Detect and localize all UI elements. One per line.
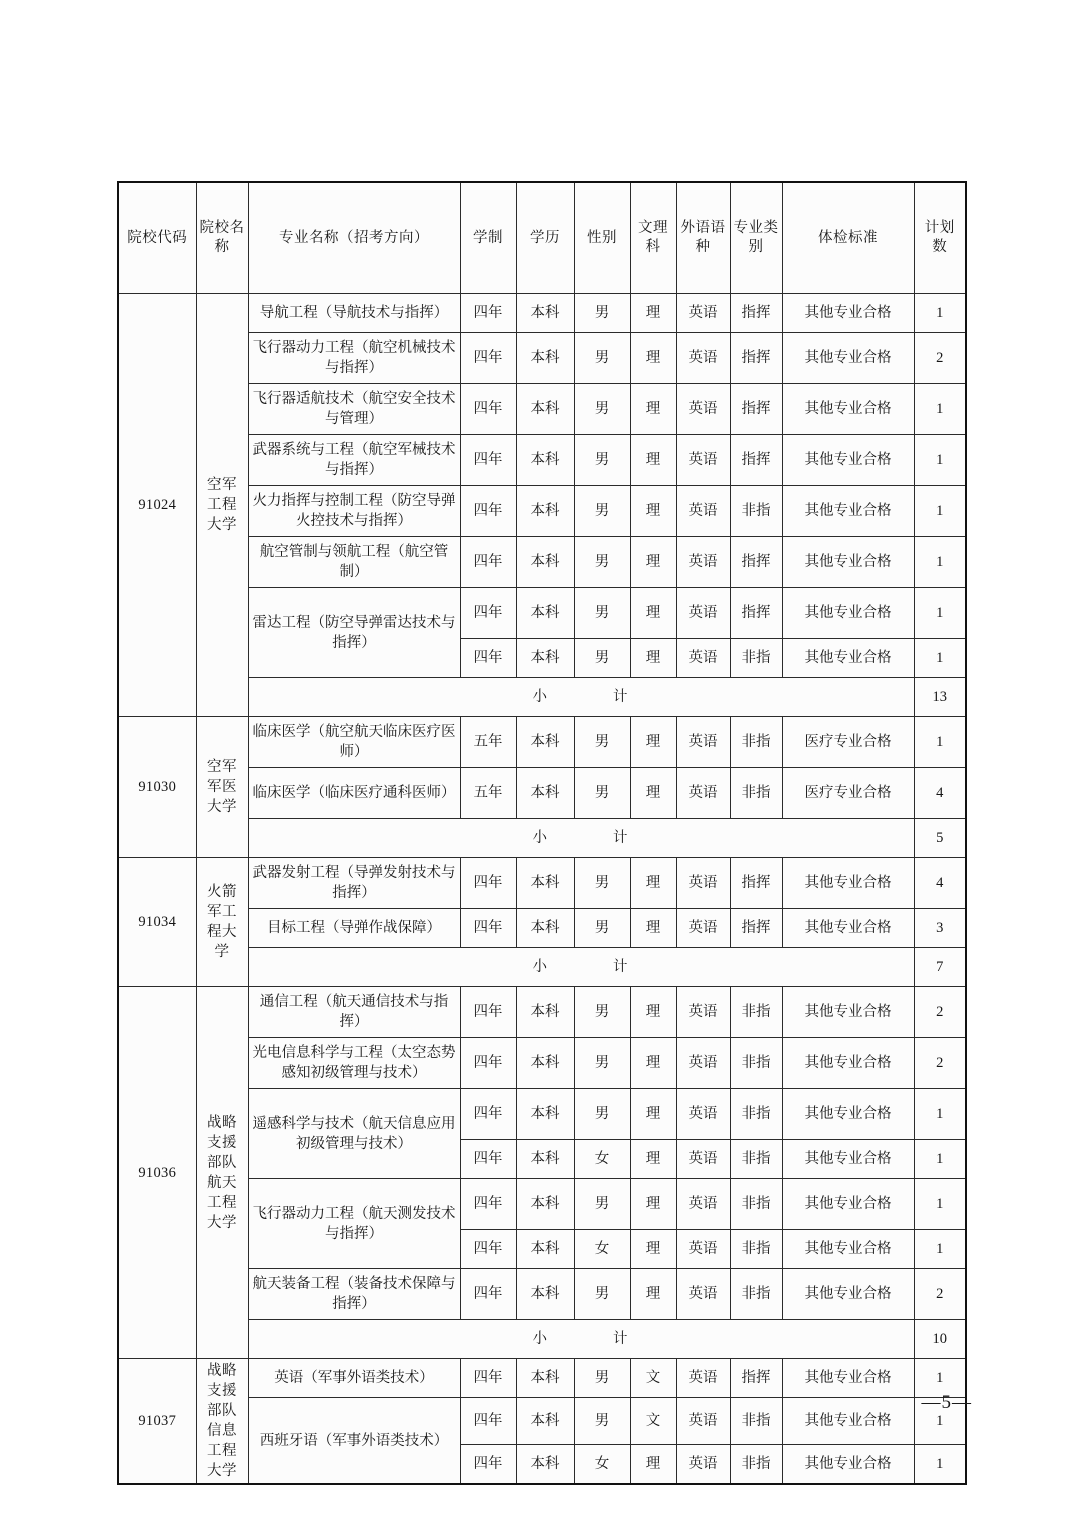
header-foreign-language [676,182,730,294]
program-length-cell: 四年 [460,858,516,909]
enrollment-plan-table-wrapper [117,181,965,1485]
header-plan-count-label: 计划数 [924,220,955,255]
physical-standard-cell: 其他专业合格 [782,1230,914,1269]
physical-standard-cell: 其他专业合格 [782,435,914,486]
header-foreign-language-label: 外语语种 [680,220,726,255]
gender-cell: 男 [574,486,630,537]
plan-count-cell: 1 [914,1398,966,1445]
major-category-cell: 指挥 [730,909,782,948]
physical-standard-cell: 其他专业合格 [782,1140,914,1179]
physical-standard-cell: 其他专业合格 [782,384,914,435]
plan-count-cell: 1 [914,1359,966,1398]
foreign-language-cell: 英语 [676,858,730,909]
header-physical-standard [782,182,914,294]
degree-cell: 本科 [516,1230,574,1269]
gender-cell: 男 [574,1359,630,1398]
major-name-cell: 雷达工程（防空导弹雷达技术与指挥） [248,588,460,678]
major-category-cell: 非指 [730,486,782,537]
major-name-cell: 航天装备工程（装备技术保障与指挥） [248,1269,460,1320]
header-arts-science [630,182,676,294]
subtotal-label-left: 小 [532,1331,549,1347]
gender-cell: 男 [574,717,630,768]
school-name-cell: 火箭 军工 程大 学 [196,858,248,987]
program-length-cell: 五年 [460,768,516,819]
program-length-cell: 四年 [460,1089,516,1140]
plan-count-cell: 1 [914,435,966,486]
degree-cell: 本科 [516,1269,574,1320]
degree-cell: 本科 [516,1359,574,1398]
header-gender [574,182,630,294]
program-length-cell: 四年 [460,909,516,948]
header-school-code [118,182,196,294]
arts-science-cell: 理 [630,1445,676,1485]
program-length-cell: 四年 [460,435,516,486]
arts-science-cell: 理 [630,858,676,909]
gender-cell: 男 [574,1179,630,1230]
arts-science-cell: 理 [630,384,676,435]
header-major-name [248,182,460,294]
subtotal-value-cell: 10 [914,1320,966,1359]
degree-cell: 本科 [516,1179,574,1230]
foreign-language-cell: 英语 [676,486,730,537]
arts-science-cell: 理 [630,909,676,948]
subtotal-value-cell: 7 [914,948,966,987]
physical-standard-cell: 其他专业合格 [782,1179,914,1230]
gender-cell: 男 [574,1089,630,1140]
school-name-cell: 空军 军医 大学 [196,717,248,858]
school-code-cell: 91034 [118,858,196,987]
header-major-category-label: 专业类别 [733,220,779,255]
major-name-cell: 火力指挥与控制工程（防空导弹火控技术与指挥） [248,486,460,537]
foreign-language-cell: 英语 [676,384,730,435]
program-length-cell: 四年 [460,1038,516,1089]
arts-science-cell: 文 [630,1359,676,1398]
plan-count-cell: 4 [914,858,966,909]
degree-cell: 本科 [516,1140,574,1179]
header-plan-count [914,182,966,294]
program-length-cell: 四年 [460,1398,516,1445]
arts-science-cell: 理 [630,1230,676,1269]
plan-count-cell: 3 [914,909,966,948]
header-school-name-label: 院校名称 [199,220,245,255]
arts-science-cell: 理 [630,537,676,588]
degree-cell: 本科 [516,1089,574,1140]
gender-cell: 男 [574,987,630,1038]
physical-standard-cell: 其他专业合格 [782,537,914,588]
degree-cell: 本科 [516,384,574,435]
major-name-cell: 武器发射工程（导弹发射技术与指挥） [248,858,460,909]
foreign-language-cell: 英语 [676,987,730,1038]
subtotal-label-left: 小 [532,830,549,846]
program-length-cell: 四年 [460,987,516,1038]
arts-science-cell: 理 [630,588,676,639]
major-name-cell: 临床医学（临床医疗通科医师） [248,768,460,819]
degree-cell: 本科 [516,909,574,948]
arts-science-cell: 理 [630,1140,676,1179]
plan-count-cell: 1 [914,384,966,435]
header-school-code-label: 院校代码 [127,230,188,246]
arts-science-cell: 理 [630,333,676,384]
foreign-language-cell: 英语 [676,1089,730,1140]
subtotal-label-left: 小 [532,959,549,975]
gender-cell: 男 [574,909,630,948]
gender-cell: 男 [574,333,630,384]
physical-standard-cell: 其他专业合格 [782,1269,914,1320]
degree-cell: 本科 [516,1445,574,1485]
degree-cell: 本科 [516,639,574,678]
arts-science-cell: 理 [630,1179,676,1230]
major-category-cell: 指挥 [730,384,782,435]
header-major-name-label: 专业名称（招考方向） [279,230,429,246]
foreign-language-cell: 英语 [676,1230,730,1269]
school-code-cell: 91030 [118,717,196,858]
foreign-language-cell: 英语 [676,1398,730,1445]
gender-cell: 女 [574,1230,630,1269]
foreign-language-cell: 英语 [676,1038,730,1089]
major-name-cell: 光电信息科学与工程（太空态势感知初级管理与技术） [248,1038,460,1089]
plan-count-cell: 1 [914,1140,966,1179]
page-footer [0,1392,1080,1414]
plan-count-cell: 1 [914,294,966,333]
major-category-cell: 指挥 [730,858,782,909]
major-category-cell: 指挥 [730,294,782,333]
arts-science-cell: 理 [630,768,676,819]
program-length-cell: 四年 [460,384,516,435]
subtotal-value-cell: 5 [914,819,966,858]
physical-standard-cell: 其他专业合格 [782,1398,914,1445]
gender-cell: 男 [574,1038,630,1089]
plan-count-cell: 1 [914,1230,966,1269]
major-category-cell: 指挥 [730,537,782,588]
subtotal-label-left: 小 [532,689,549,705]
plan-count-cell: 1 [914,639,966,678]
gender-cell: 男 [574,588,630,639]
arts-science-cell: 理 [630,486,676,537]
subtotal-label-right: 计 [613,1331,630,1347]
gender-cell: 女 [574,1140,630,1179]
program-length-cell: 四年 [460,1359,516,1398]
major-name-cell: 通信工程（航天通信技术与指挥） [248,987,460,1038]
foreign-language-cell: 英语 [676,717,730,768]
arts-science-cell: 理 [630,1089,676,1140]
subtotal-label-cell [248,819,914,858]
program-length-cell: 四年 [460,1140,516,1179]
degree-cell: 本科 [516,588,574,639]
degree-cell: 本科 [516,768,574,819]
plan-count-cell: 1 [914,1089,966,1140]
page-number: —5— [921,1392,972,1413]
major-category-cell: 指挥 [730,588,782,639]
arts-science-cell: 理 [630,987,676,1038]
physical-standard-cell: 其他专业合格 [782,1038,914,1089]
foreign-language-cell: 英语 [676,768,730,819]
major-name-cell: 航空管制与领航工程（航空管制） [248,537,460,588]
degree-cell: 本科 [516,1038,574,1089]
table-row [118,717,966,768]
degree-cell: 本科 [516,717,574,768]
major-category-cell: 指挥 [730,333,782,384]
physical-standard-cell: 其他专业合格 [782,333,914,384]
arts-science-cell: 文 [630,1398,676,1445]
physical-standard-cell: 医疗专业合格 [782,768,914,819]
degree-cell: 本科 [516,333,574,384]
major-name-cell: 导航工程（导航技术与指挥） [248,294,460,333]
arts-science-cell: 理 [630,717,676,768]
arts-science-cell: 理 [630,435,676,486]
plan-count-cell: 2 [914,987,966,1038]
table-row [118,294,966,333]
major-name-cell: 目标工程（导弹作战保障） [248,909,460,948]
header-degree [516,182,574,294]
school-code-cell: 91036 [118,987,196,1359]
header-program-length [460,182,516,294]
physical-standard-cell: 其他专业合格 [782,1089,914,1140]
table-header [118,182,966,294]
plan-count-cell: 2 [914,333,966,384]
program-length-cell: 四年 [460,537,516,588]
foreign-language-cell: 英语 [676,1179,730,1230]
gender-cell: 男 [574,384,630,435]
physical-standard-cell: 其他专业合格 [782,486,914,537]
foreign-language-cell: 英语 [676,435,730,486]
foreign-language-cell: 英语 [676,1269,730,1320]
header-program-length-label: 学制 [473,230,503,246]
arts-science-cell: 理 [630,294,676,333]
major-category-cell: 非指 [730,1089,782,1140]
table-row [118,858,966,909]
school-name-cell: 战略 支援 部队 航天 工程 大学 [196,987,248,1359]
major-category-cell: 非指 [730,1230,782,1269]
program-length-cell: 四年 [460,1179,516,1230]
degree-cell: 本科 [516,1398,574,1445]
table-header-row [118,182,966,294]
physical-standard-cell: 其他专业合格 [782,858,914,909]
major-category-cell: 非指 [730,639,782,678]
foreign-language-cell: 英语 [676,294,730,333]
foreign-language-cell: 英语 [676,588,730,639]
physical-standard-cell: 其他专业合格 [782,909,914,948]
plan-count-cell: 1 [914,588,966,639]
header-gender-label: 性别 [587,230,617,246]
major-category-cell: 非指 [730,1140,782,1179]
program-length-cell: 四年 [460,588,516,639]
subtotal-label-cell [248,948,914,987]
plan-count-cell: 1 [914,1445,966,1485]
foreign-language-cell: 英语 [676,1445,730,1485]
physical-standard-cell: 其他专业合格 [782,588,914,639]
major-category-cell: 非指 [730,717,782,768]
plan-count-cell: 1 [914,537,966,588]
table-row [118,987,966,1038]
subtotal-label-right: 计 [613,830,630,846]
major-name-cell: 遥感科学与技术（航天信息应用初级管理与技术） [248,1089,460,1179]
plan-count-cell: 2 [914,1269,966,1320]
major-name-cell: 临床医学（航空航天临床医疗医师） [248,717,460,768]
plan-count-cell: 4 [914,768,966,819]
arts-science-cell: 理 [630,1038,676,1089]
school-code-cell: 91024 [118,294,196,717]
degree-cell: 本科 [516,987,574,1038]
major-name-cell: 武器系统与工程（航空军械技术与指挥） [248,435,460,486]
header-physical-standard-label: 体检标准 [818,230,878,246]
program-length-cell: 四年 [460,1230,516,1269]
program-length-cell: 五年 [460,717,516,768]
degree-cell: 本科 [516,537,574,588]
subtotal-label-right: 计 [613,689,630,705]
degree-cell: 本科 [516,486,574,537]
program-length-cell: 四年 [460,1445,516,1485]
physical-standard-cell: 其他专业合格 [782,294,914,333]
enrollment-plan-table [117,181,967,1485]
foreign-language-cell: 英语 [676,909,730,948]
plan-count-cell: 2 [914,1038,966,1089]
subtotal-label-cell [248,678,914,717]
major-category-cell: 非指 [730,1398,782,1445]
school-name-cell: 空军 工程 大学 [196,294,248,717]
foreign-language-cell: 英语 [676,1359,730,1398]
major-name-cell: 飞行器动力工程（航空机械技术与指挥） [248,333,460,384]
major-name-cell: 西班牙语（军事外语类技术） [248,1398,460,1485]
degree-cell: 本科 [516,858,574,909]
major-name-cell: 飞行器适航技术（航空安全技术与管理） [248,384,460,435]
foreign-language-cell: 英语 [676,537,730,588]
gender-cell: 男 [574,858,630,909]
physical-standard-cell: 其他专业合格 [782,1359,914,1398]
gender-cell: 男 [574,1269,630,1320]
subtotal-label-right: 计 [613,959,630,975]
school-code-cell: 91037 [118,1359,196,1485]
program-length-cell: 四年 [460,1269,516,1320]
arts-science-cell: 理 [630,1269,676,1320]
foreign-language-cell: 英语 [676,1140,730,1179]
table-body [118,294,966,1485]
degree-cell: 本科 [516,435,574,486]
program-length-cell: 四年 [460,486,516,537]
arts-science-cell: 理 [630,639,676,678]
program-length-cell: 四年 [460,639,516,678]
school-name-cell: 战略 支援 部队 信息 工程 大学 [196,1359,248,1485]
header-major-category [730,182,782,294]
plan-count-cell: 1 [914,1179,966,1230]
physical-standard-cell: 医疗专业合格 [782,717,914,768]
plan-count-cell: 1 [914,486,966,537]
major-category-cell: 非指 [730,1269,782,1320]
major-category-cell: 非指 [730,987,782,1038]
program-length-cell: 四年 [460,294,516,333]
major-category-cell: 非指 [730,1038,782,1089]
header-arts-science-label: 文理科 [638,220,668,255]
header-school-name [196,182,248,294]
physical-standard-cell: 其他专业合格 [782,987,914,1038]
foreign-language-cell: 英语 [676,639,730,678]
foreign-language-cell: 英语 [676,333,730,384]
major-category-cell: 非指 [730,1445,782,1485]
major-name-cell: 飞行器动力工程（航天测发技术与指挥） [248,1179,460,1269]
gender-cell: 男 [574,639,630,678]
major-name-cell: 英语（军事外语类技术） [248,1359,460,1398]
gender-cell: 女 [574,1445,630,1485]
gender-cell: 男 [574,768,630,819]
major-category-cell: 指挥 [730,435,782,486]
degree-cell: 本科 [516,294,574,333]
gender-cell: 男 [574,435,630,486]
physical-standard-cell: 其他专业合格 [782,639,914,678]
gender-cell: 男 [574,537,630,588]
physical-standard-cell: 其他专业合格 [782,1445,914,1485]
program-length-cell: 四年 [460,333,516,384]
header-degree-label: 学历 [530,230,560,246]
gender-cell: 男 [574,294,630,333]
plan-count-cell: 1 [914,717,966,768]
gender-cell: 男 [574,1398,630,1445]
subtotal-label-cell [248,1320,914,1359]
major-category-cell: 非指 [730,768,782,819]
major-category-cell: 指挥 [730,1359,782,1398]
major-category-cell: 非指 [730,1179,782,1230]
subtotal-value-cell: 13 [914,678,966,717]
